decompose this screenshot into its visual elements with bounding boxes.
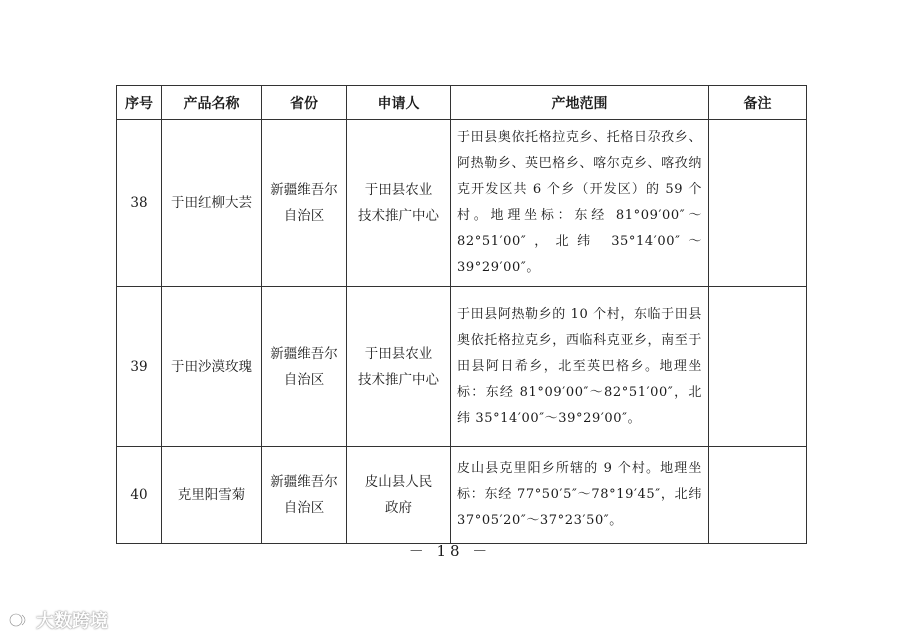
applicant-line-2: 技术推广中心 bbox=[358, 208, 439, 224]
cell-product-name: 克里阳雪菊 bbox=[162, 447, 262, 544]
cell-province bbox=[262, 447, 347, 544]
table-row bbox=[117, 287, 807, 447]
province-line-2: 自治区 bbox=[283, 500, 325, 516]
watermark-logo-icon bbox=[8, 611, 32, 629]
province-line-1: 新疆维吾尔 bbox=[270, 345, 338, 362]
province-line-2: 自治区 bbox=[283, 371, 325, 388]
province-line-2: 自治区 bbox=[283, 208, 325, 224]
cell-remarks bbox=[709, 287, 807, 447]
table-row bbox=[117, 120, 807, 287]
header-product-name: 产品名称 bbox=[162, 86, 262, 120]
watermark-text: 大数跨境 bbox=[36, 611, 108, 632]
header-remarks: 备注 bbox=[709, 86, 807, 120]
product-table bbox=[116, 85, 807, 544]
cell-province bbox=[262, 287, 347, 447]
applicant-line-1: 于田县农业 bbox=[364, 182, 433, 198]
province-line-1: 新疆维吾尔 bbox=[270, 182, 338, 198]
table-row bbox=[117, 447, 807, 544]
applicant-line-2: 政府 bbox=[385, 500, 412, 516]
cell-serial: 40 bbox=[117, 447, 162, 544]
cell-applicant bbox=[347, 287, 451, 447]
cell-remarks bbox=[709, 447, 807, 544]
cell-province bbox=[262, 120, 347, 287]
page-number: － 18 － bbox=[408, 542, 492, 560]
header-province: 省份 bbox=[262, 86, 347, 120]
cell-origin-range: 于田县奥依托格拉克乡、托格日尕孜乡、阿热勒乡、英巴格乡、喀尔克乡、喀孜纳克开发区共 6 个乡（开发区）的 59 个村。地理坐标：东经 81°09′00″～82°51′00″，北纬 35°14′00″～39°29′00″。 bbox=[451, 120, 709, 287]
table-header-row bbox=[117, 86, 807, 120]
cell-product-name: 于田沙漠玫瑰 bbox=[162, 287, 262, 447]
header-serial: 序号 bbox=[117, 86, 162, 120]
cell-applicant bbox=[347, 447, 451, 544]
cell-applicant bbox=[347, 120, 451, 287]
header-applicant: 申请人 bbox=[347, 86, 451, 120]
cell-origin-range: 于田县阿热勒乡的 10 个村，东临于田县奥依托格拉克乡，西临科克亚乡，南至于田县阿日希乡，北至英巴格乡。地理坐标：东经 81°09′00″～82°51′00″，北纬 35°14′00″～39°29′00″。 bbox=[451, 287, 709, 447]
province-line-1: 新疆维吾尔 bbox=[270, 474, 338, 490]
cell-product-name: 于田红柳大芸 bbox=[162, 120, 262, 287]
applicant-line-1: 皮山县人民 bbox=[364, 474, 433, 490]
cell-remarks bbox=[709, 120, 807, 287]
cell-serial: 38 bbox=[117, 120, 162, 287]
applicant-line-2: 技术推广中心 bbox=[358, 371, 439, 388]
applicant-line-1: 于田县农业 bbox=[364, 345, 433, 362]
cell-origin-range: 皮山县克里阳乡所辖的 9 个村。地理坐标：东经 77°50′5″～78°19′45″，北纬 37°05′20″～37°23′50″。 bbox=[451, 447, 709, 544]
header-origin-range: 产地范围 bbox=[451, 86, 709, 120]
cell-serial: 39 bbox=[117, 287, 162, 447]
watermark bbox=[8, 607, 108, 633]
